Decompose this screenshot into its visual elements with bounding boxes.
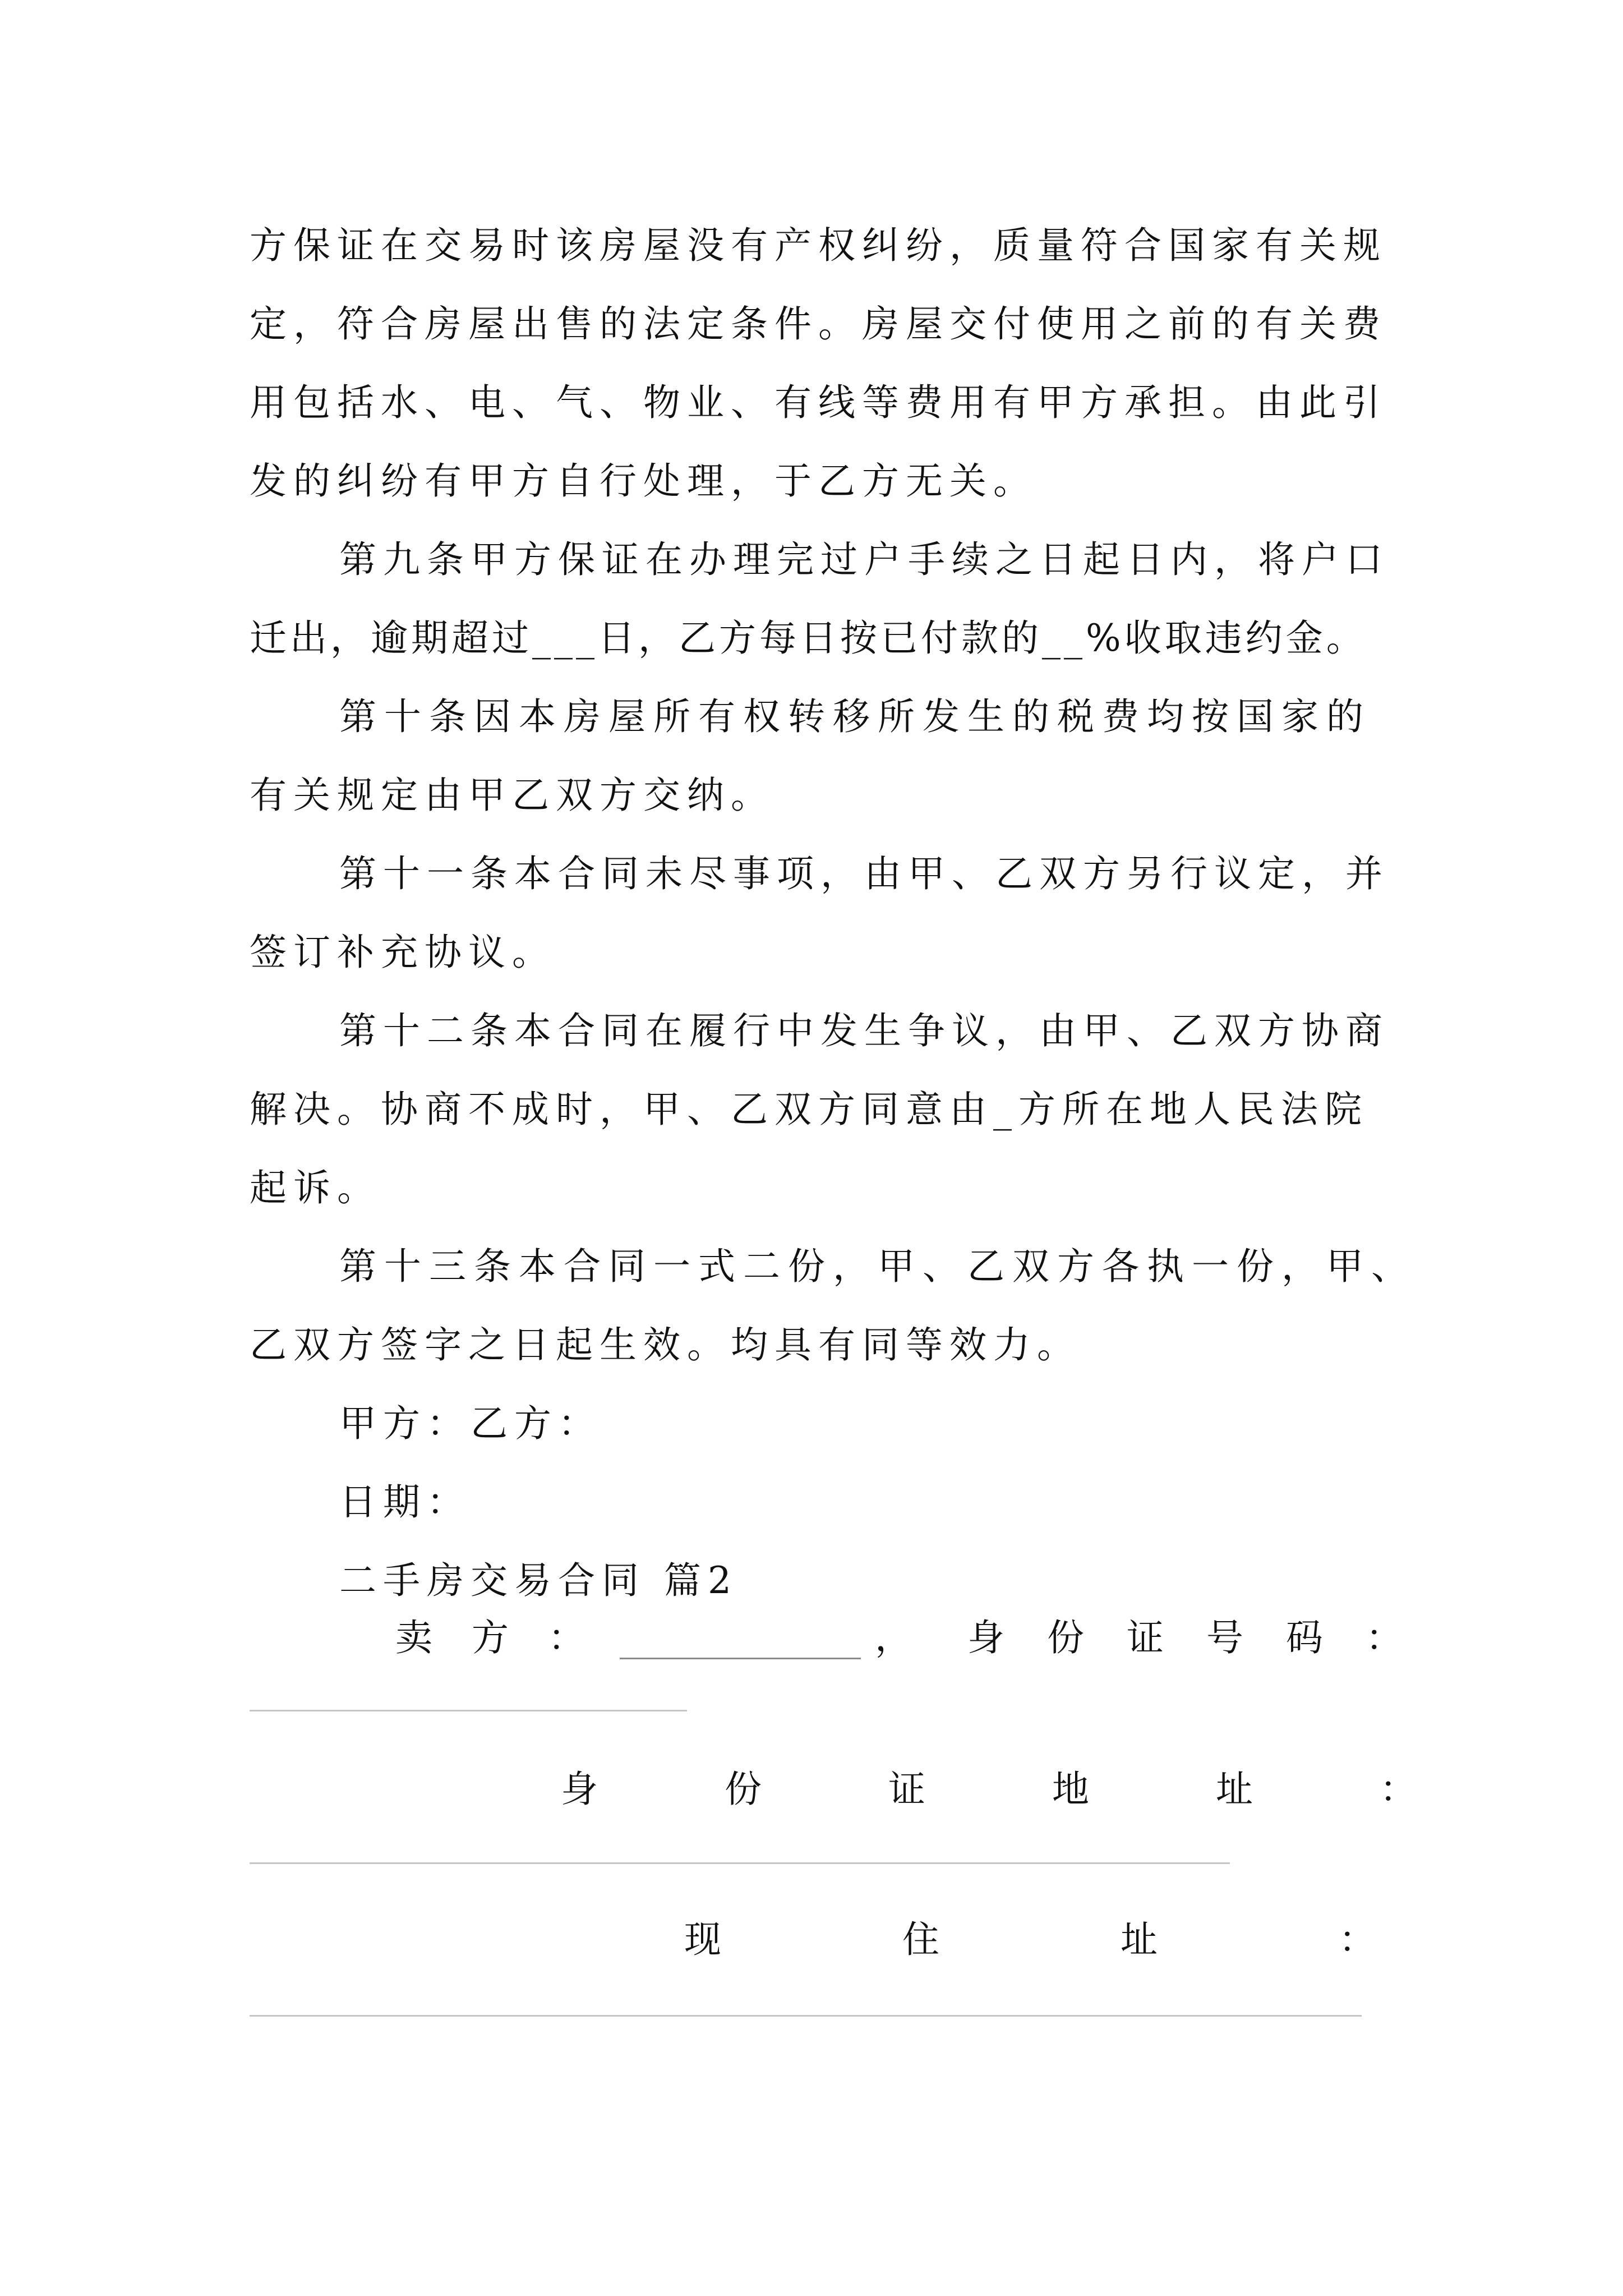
article-13-line: 乙双方签字之日起生效。均具有同等效力。 (250, 1323, 1081, 1366)
seller-label: 卖方： (395, 1616, 624, 1659)
seller-comma: ， (875, 1616, 912, 1659)
signature-parties: 甲方：乙方： (339, 1402, 602, 1445)
article-13-line: 第十三条本合同一式二份，甲、乙双方各执一份，甲、 (339, 1245, 1416, 1288)
current-address-label: 现住址： (684, 1918, 1557, 1961)
article-12-line: 解决。协商不成时，甲、乙双方同意由_方所在地人民法院 (250, 1088, 1368, 1131)
section-heading: 二手房交易合同 篇2 (339, 1559, 738, 1602)
id-address-label: 身份证地址： (561, 1768, 1543, 1811)
paragraph-line: 方保证在交易时该房屋没有产权纠纷，质量符合国家有关规 (250, 224, 1387, 267)
article-11-line: 签订补充协议。 (250, 931, 556, 974)
article-11-line: 第十一条本合同未尽事项，由甲、乙双方另行议定，并 (339, 852, 1389, 895)
id-address-blank-line (250, 1862, 1230, 1864)
article-9-line: 第九条甲方保证在办理完过户手续之日起日内，将户口 (339, 538, 1389, 581)
id-number-label: 身份证号码： (967, 1616, 1445, 1659)
article-9-line: 迁出，逾期超过___日，乙方每日按已付款的__%收取违约金。 (250, 616, 1367, 660)
article-10-line: 有关规定由甲乙双方交纳。 (250, 774, 774, 817)
id-number-blank-line (250, 1710, 687, 1711)
paragraph-line: 定，符合房屋出售的法定条件。房屋交付使用之前的有关费 (250, 302, 1387, 346)
current-address-blank-line (250, 2015, 1362, 2017)
signature-date: 日期： (339, 1480, 471, 1524)
article-12-line: 第十二条本合同在履行中发生争议，由甲、乙双方协商 (339, 1009, 1389, 1052)
paragraph-line: 用包括水、电、气、物业、有线等费用有甲方承担。由此引 (250, 381, 1387, 424)
seller-blank-line (620, 1658, 861, 1659)
article-12-line: 起诉。 (250, 1166, 381, 1209)
article-10-line: 第十条因本房屋所有权转移所发生的税费均按国家的 (339, 695, 1371, 738)
paragraph-line: 发的纠纷有甲方自行处理，于乙方无关。 (250, 459, 1037, 503)
